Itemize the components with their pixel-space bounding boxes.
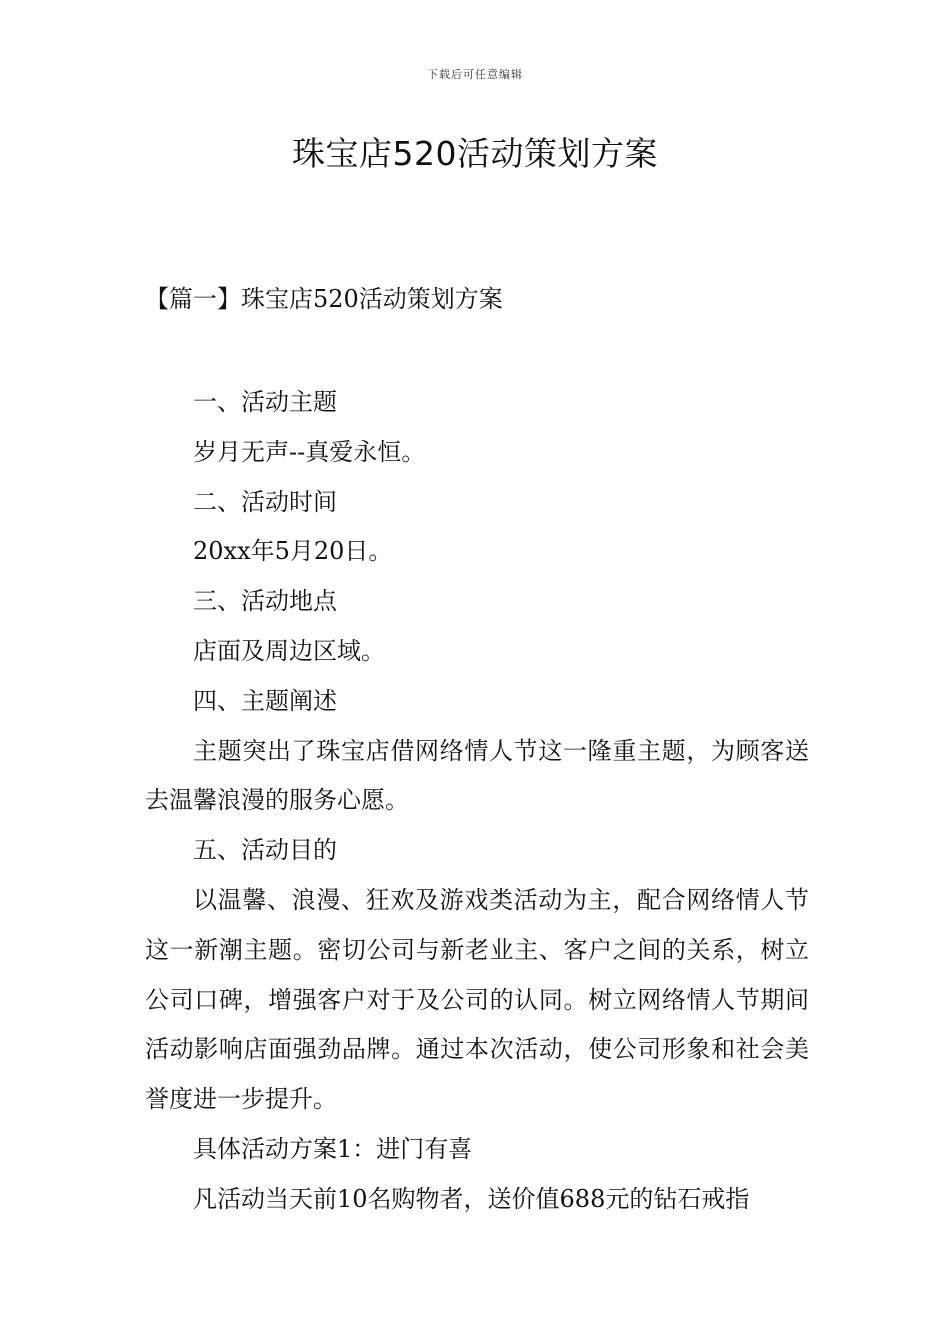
header-note: 下载后可任意编辑 <box>427 68 523 81</box>
heading-plan-1: 具体活动方案1：进门有喜 <box>193 1134 473 1163</box>
plan-1-text: 凡活动当天前10名购物者，送价值688元的钻石戒指 <box>193 1184 750 1213</box>
activity-time-text: 20xx年5月20日。 <box>193 537 393 566</box>
activity-location-text: 店面及周边区域。 <box>193 636 385 665</box>
heading-activity-location: 三、活动地点 <box>193 587 337 616</box>
activity-purpose-text: 以温馨、浪漫、狂欢及游戏类活动为主，配合网络情人节这一新潮主题。密切公司与新老业主、客户之间的关系，树立公司口碑，增强客户对于及公司的认同。树立网络情人节期间活动影响店面强劲品牌。通过本次活动，使公司形象和社会美誉度进一步提升。 <box>145 885 809 1114</box>
heading-activity-theme: 一、活动主题 <box>193 388 337 416</box>
section-heading: 【篇一】珠宝店520活动策划方案 <box>145 285 503 313</box>
heading-activity-time: 二、活动时间 <box>193 487 337 516</box>
activity-theme-text: 岁月无声--真爱永恒。 <box>193 437 426 466</box>
document-title: 珠宝店520活动策划方案 <box>292 134 658 173</box>
theme-description-text: 主题突出了珠宝店借网络情人节这一隆重主题，为顾客送去温馨浪漫的服务心愿。 <box>145 736 809 815</box>
heading-activity-purpose: 五、活动目的 <box>193 836 337 865</box>
heading-theme-description: 四、主题阐述 <box>193 686 337 715</box>
document-body <box>145 378 809 1225</box>
